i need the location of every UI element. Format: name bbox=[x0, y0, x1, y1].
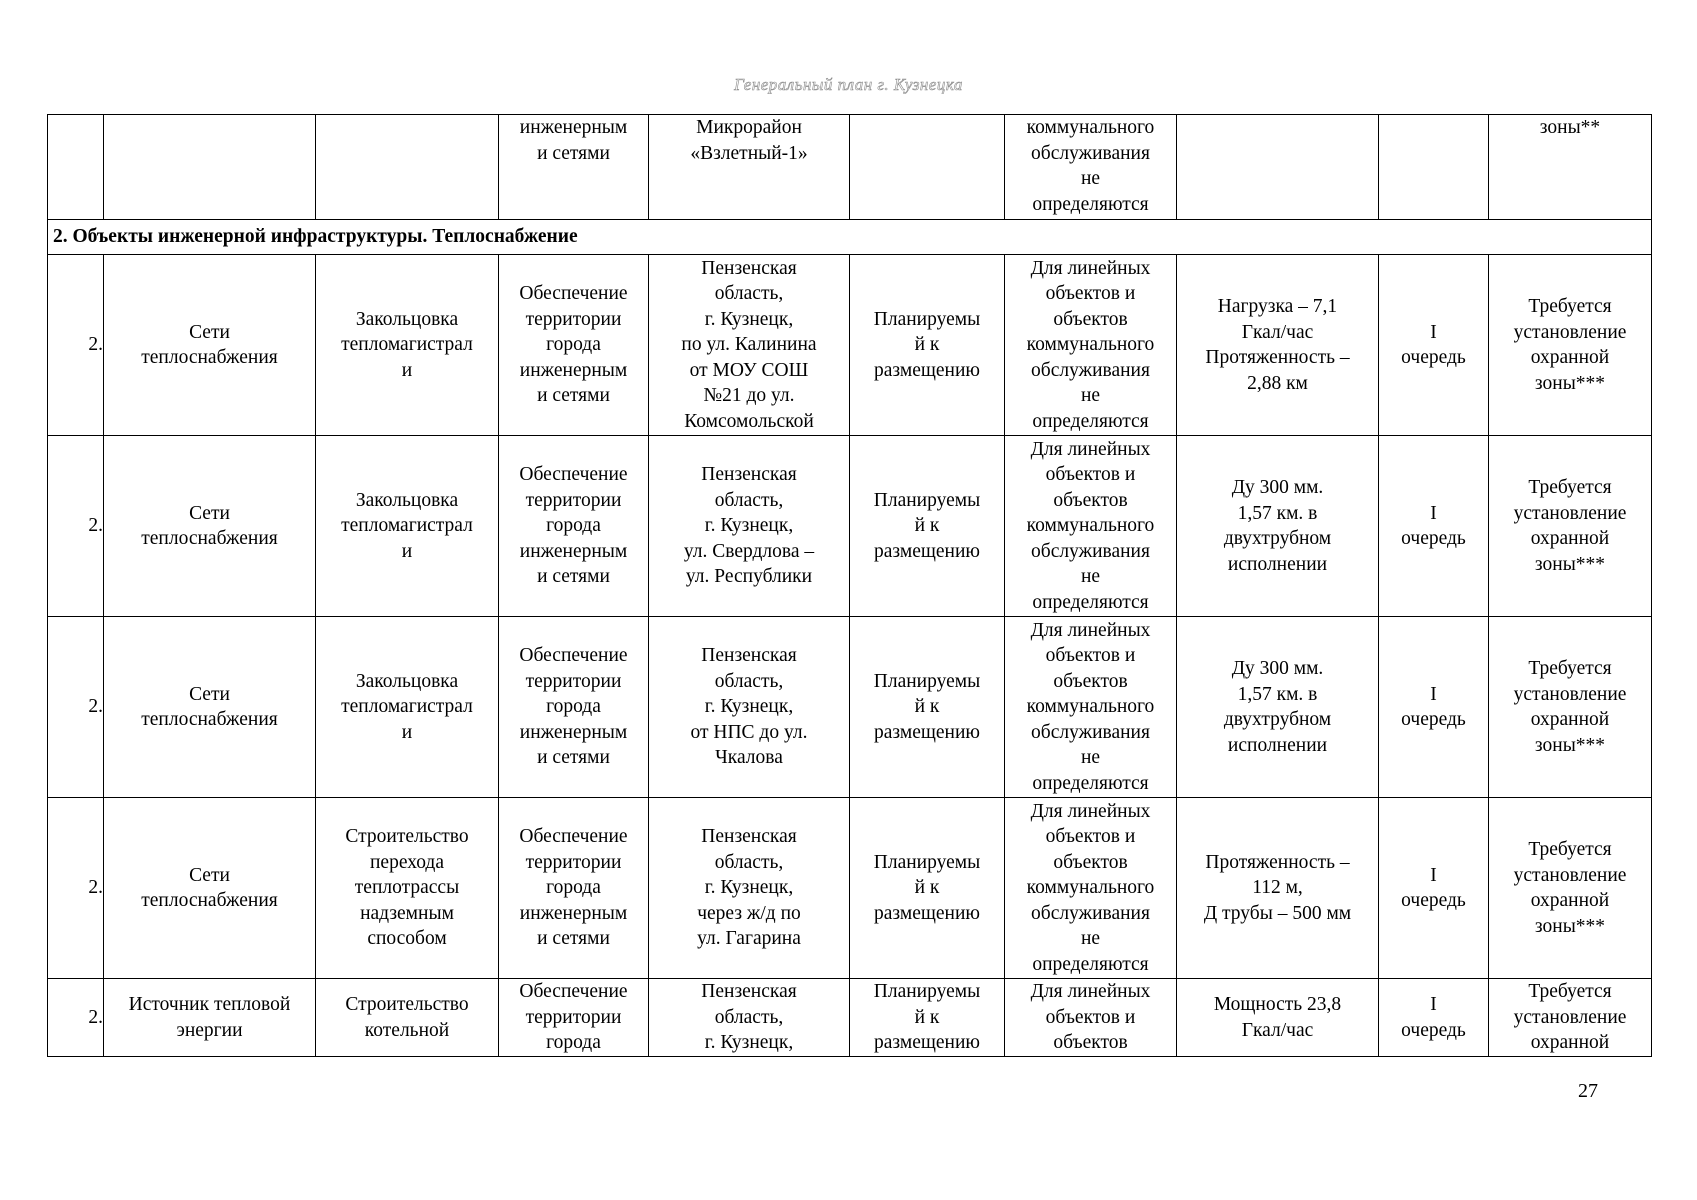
cell-status: Планируемы й к размещению bbox=[850, 617, 1005, 798]
cell-protection: Требуется установление охранной зоны*** bbox=[1489, 436, 1652, 617]
cell-stage bbox=[1379, 115, 1489, 220]
cell-protection: Требуется установление охранной bbox=[1489, 979, 1652, 1057]
cell-stage: I очередь bbox=[1379, 979, 1489, 1057]
cell-characteristics bbox=[1177, 115, 1379, 220]
cell-stage: I очередь bbox=[1379, 617, 1489, 798]
cell-zones: Для линейных объектов и объектов коммунального обслуживания не определяются bbox=[1005, 436, 1177, 617]
cell-purpose: Обеспечение территории города инженерным и сетями bbox=[499, 798, 649, 979]
cell-status: Планируемы й к размещению bbox=[850, 255, 1005, 436]
cell-status bbox=[850, 115, 1005, 220]
cell-type: Сети теплоснабжения bbox=[104, 798, 316, 979]
table-row bbox=[48, 255, 1652, 436]
running-header: Генеральный план г. Кузнецка bbox=[734, 75, 963, 94]
continuation-row bbox=[48, 115, 1652, 220]
cell-zones: коммунального обслуживания не определяются bbox=[1005, 115, 1177, 220]
cell-protection: Требуется установление охранной зоны*** bbox=[1489, 255, 1652, 436]
cell-status: Планируемы й к размещению bbox=[850, 979, 1005, 1057]
cell-type: Сети теплоснабжения bbox=[104, 255, 316, 436]
cell-zones: Для линейных объектов и объектов коммунального обслуживания не определяются bbox=[1005, 255, 1177, 436]
cell-characteristics: Ду 300 мм. 1,57 км. в двухтрубном исполнении bbox=[1177, 436, 1379, 617]
cell-protection: зоны** bbox=[1489, 115, 1652, 220]
cell-purpose: Обеспечение территории города bbox=[499, 979, 649, 1057]
cell-name: Закольцовка тепломагистрал и bbox=[316, 255, 499, 436]
cell-characteristics: Протяженность – 112 м, Д трубы – 500 мм bbox=[1177, 798, 1379, 979]
table-row bbox=[48, 436, 1652, 617]
cell-characteristics: Мощность 23,8 Гкал/час bbox=[1177, 979, 1379, 1057]
page-number: 27 bbox=[1578, 1080, 1598, 1102]
cell-stage: I очередь bbox=[1379, 436, 1489, 617]
table-row bbox=[48, 617, 1652, 798]
cell-protection: Требуется установление охранной зоны*** bbox=[1489, 617, 1652, 798]
cell-characteristics: Нагрузка – 7,1 Гкал/час Протяженность – 2,88 км bbox=[1177, 255, 1379, 436]
cell-type: Сети теплоснабжения bbox=[104, 617, 316, 798]
cell-purpose: инженерным и сетями bbox=[499, 115, 649, 220]
cell-name: Закольцовка тепломагистрал и bbox=[316, 436, 499, 617]
cell-type: Сети теплоснабжения bbox=[104, 436, 316, 617]
cell-name bbox=[316, 115, 499, 220]
cell-purpose: Обеспечение территории города инженерным и сетями bbox=[499, 436, 649, 617]
plan-table bbox=[47, 114, 1652, 1057]
cell-protection: Требуется установление охранной зоны*** bbox=[1489, 798, 1652, 979]
section-row bbox=[48, 220, 1652, 255]
cell-location: Пензенская область, г. Кузнецк, через ж/д по ул. Гагарина bbox=[649, 798, 850, 979]
cell-num: 2. bbox=[48, 617, 104, 798]
table-row bbox=[48, 798, 1652, 979]
cell-purpose: Обеспечение территории города инженерным и сетями bbox=[499, 255, 649, 436]
cell-location: Микрорайон «Взлетный-1» bbox=[649, 115, 850, 220]
cell-location: Пензенская область, г. Кузнецк, по ул. Калинина от МОУ СОШ №21 до ул. Комсомольской bbox=[649, 255, 850, 436]
cell-status: Планируемы й к размещению bbox=[850, 436, 1005, 617]
cell-location: Пензенская область, г. Кузнецк, bbox=[649, 979, 850, 1057]
cell-num bbox=[48, 115, 104, 220]
cell-stage: I очередь bbox=[1379, 255, 1489, 436]
cell-zones: Для линейных объектов и объектов коммунального обслуживания не определяются bbox=[1005, 617, 1177, 798]
table-row bbox=[48, 979, 1652, 1057]
cell-type: Источник тепловой энергии bbox=[104, 979, 316, 1057]
cell-name: Закольцовка тепломагистрал и bbox=[316, 617, 499, 798]
cell-purpose: Обеспечение территории города инженерным и сетями bbox=[499, 617, 649, 798]
cell-location: Пензенская область, г. Кузнецк, от НПС до ул. Чкалова bbox=[649, 617, 850, 798]
cell-stage: I очередь bbox=[1379, 798, 1489, 979]
cell-zones: Для линейных объектов и объектов коммунального обслуживания не определяются bbox=[1005, 798, 1177, 979]
section-title: 2. Объекты инженерной инфраструктуры. Теплоснабжение bbox=[48, 220, 1652, 255]
cell-num: 2. bbox=[48, 798, 104, 979]
cell-num: 2. bbox=[48, 436, 104, 617]
cell-num: 2. bbox=[48, 255, 104, 436]
cell-status: Планируемы й к размещению bbox=[850, 798, 1005, 979]
cell-characteristics: Ду 300 мм. 1,57 км. в двухтрубном исполнении bbox=[1177, 617, 1379, 798]
cell-location: Пензенская область, г. Кузнецк, ул. Свердлова – ул. Республики bbox=[649, 436, 850, 617]
cell-name: Строительство котельной bbox=[316, 979, 499, 1057]
cell-type bbox=[104, 115, 316, 220]
cell-zones: Для линейных объектов и объектов bbox=[1005, 979, 1177, 1057]
cell-name: Строительство перехода теплотрассы надземным способом bbox=[316, 798, 499, 979]
cell-num: 2. bbox=[48, 979, 104, 1057]
